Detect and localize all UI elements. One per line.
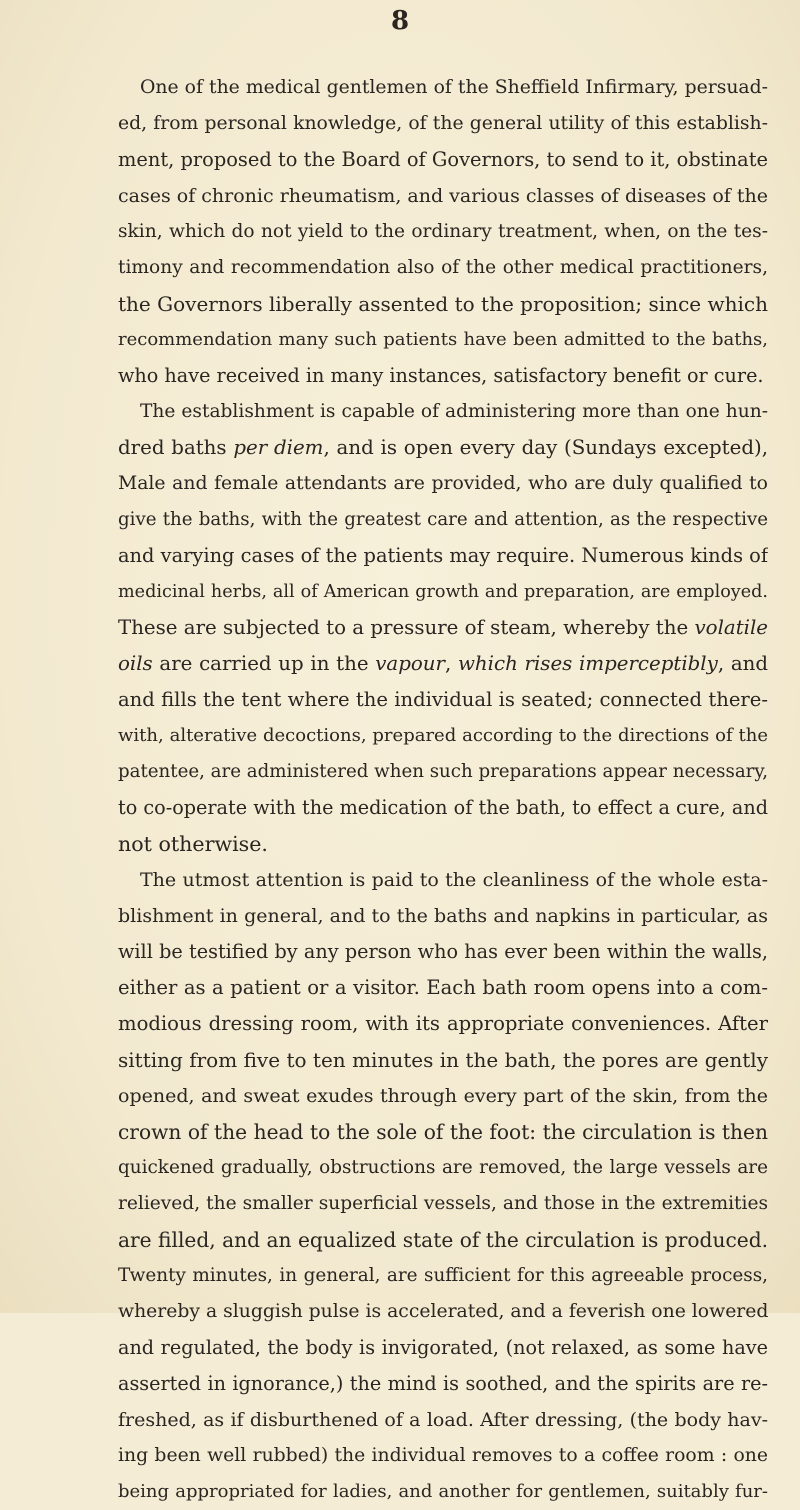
text-line: modious dressing room, with its appropriate conveniences. After — [118, 1012, 768, 1035]
text-line: Male and female attendants are provided, who are duly qualified to — [118, 473, 768, 494]
text-line: freshed, as if disburthened of a load. After dressing, (the body hav- — [118, 1409, 768, 1431]
text-line: opened, and sweat exudes through every part of the skin, from the — [118, 1085, 768, 1107]
text-line: give the baths, with the greatest care and attention, as the respective — [118, 509, 768, 530]
text-line: asserted in ignorance,) the mind is soothed, and the spirits are re- — [118, 1372, 768, 1395]
paragraph-cleanliness — [118, 862, 768, 1510]
text-line: The establishment is capable of administering more than one hun- — [140, 401, 768, 422]
text-line: the Governors liberally assented to the proposition; since which — [118, 292, 768, 316]
text-line: recommendation many such patients have been admitted to the baths, — [118, 329, 768, 350]
text-line: ment, proposed to the Board of Governors, to send to it, obstinate — [118, 148, 768, 171]
text-line: dred baths per diem, and is open every day (Sundays excepted), — [118, 436, 768, 459]
text-line: and varying cases of the patients may require. Numerous kinds of — [118, 544, 768, 567]
text-line: The utmost attention is paid to the cleanliness of the whole esta- — [140, 869, 768, 891]
paragraph-infirmary — [118, 70, 768, 394]
text-line: blishment in general, and to the baths and napkins in particular, as — [118, 905, 768, 927]
text-line: and fills the tent where the individual is seated; connected there- — [118, 688, 768, 711]
paragraph-establishment — [118, 394, 768, 862]
text-line: quickened gradually, obstructions are removed, the large vessels are — [118, 1157, 768, 1178]
text-line: being appropriated for ladies, and another for gentlemen, suitably fur- — [118, 1481, 768, 1502]
page-number: 8 — [390, 6, 410, 36]
text-line: These are subjected to a pressure of steam, whereby the volatile — [118, 616, 768, 639]
text-line: relieved, the smaller superficial vessels, and those in the extremities — [118, 1193, 768, 1214]
text-line: patentee, are administered when such preparations appear necessary, — [118, 761, 768, 782]
text-line: oils are carried up in the vapour, which rises imperceptibly, and — [118, 652, 768, 675]
text-line: timony and recommendation also of the other medical practitioners, — [118, 257, 768, 278]
text-line: whereby a sluggish pulse is accelerated, and a feverish one lowered — [118, 1301, 768, 1322]
text-line: who have received in many instances, satisfactory benefit or cure. — [118, 364, 764, 387]
text-line: cases of chronic rheumatism, and various classes of diseases of the — [118, 185, 768, 207]
text-line: will be testified by any person who has ever been within the walls, — [118, 940, 768, 963]
body-text — [118, 70, 768, 1510]
text-line: Twenty minutes, in general, are sufficient for this agreeable process, — [118, 1265, 768, 1286]
text-line: skin, which do not yield to the ordinary treatment, when, on the tes- — [118, 221, 768, 242]
text-line: not otherwise. — [118, 832, 268, 856]
text-line: are filled, and an equalized state of the circulation is produced. — [118, 1228, 768, 1252]
text-line: ed, from personal knowledge, of the general utility of this establish- — [118, 113, 768, 134]
text-line: with, alterative decoctions, prepared according to the directions of the — [118, 725, 768, 746]
text-line: medicinal herbs, all of American growth and preparation, are employed. — [118, 582, 768, 602]
text-line: One of the medical gentlemen of the Sheffield Infirmary, persuad- — [140, 77, 768, 98]
text-line: either as a patient or a visitor. Each bath room opens into a com- — [118, 976, 768, 999]
text-line: ing been well rubbed) the individual removes to a coffee room : one — [118, 1445, 768, 1466]
text-line: sitting from five to ten minutes in the bath, the pores are gently — [118, 1048, 768, 1072]
text-line: crown of the head to the sole of the foot: the circulation is then — [118, 1120, 768, 1144]
text-line: to co-operate with the medication of the bath, to effect a cure, and — [118, 796, 768, 819]
text-line: and regulated, the body is invigorated, (not relaxed, as some have — [118, 1336, 768, 1359]
